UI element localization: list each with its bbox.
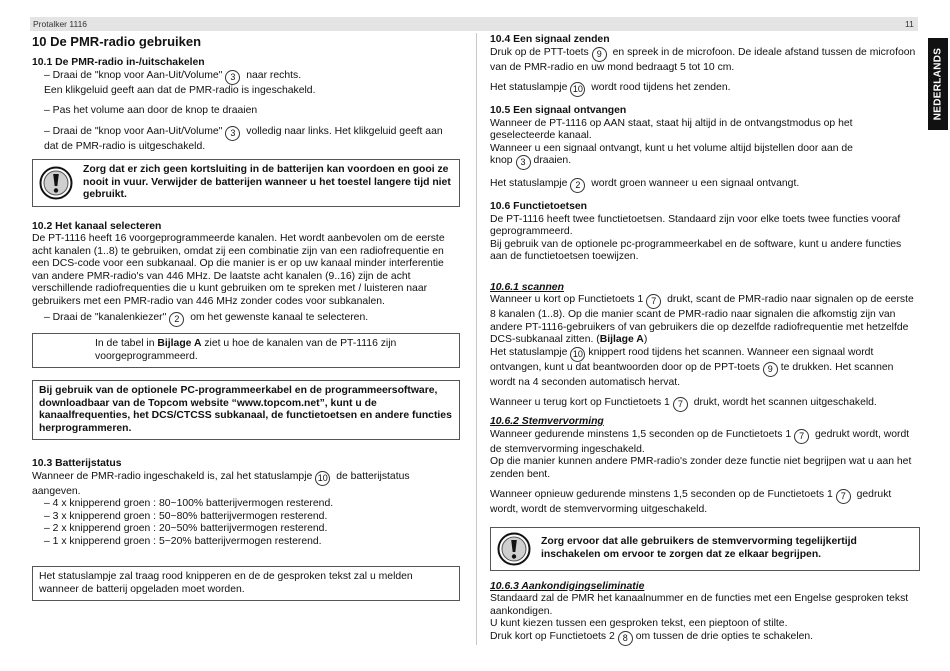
paragraph: knop 3 draaien. [490, 155, 920, 170]
callout-number: 9 [592, 47, 607, 62]
subsection-heading: 10.6.1 scannen [490, 281, 564, 293]
list-item: – Draai de "kanalenkiezer" 2 om het gewenste kanaal te selecteren. [32, 312, 460, 327]
paragraph: Het statuslampje 2 wordt groen wanneer u een signaal ontvangt. [490, 178, 920, 193]
exclamation-icon [497, 532, 531, 566]
callout-number: 2 [570, 178, 585, 193]
section-heading: 10.6 Functietoetsen [490, 201, 588, 212]
paragraph: Druk op de PTT-toets 9 en spreek in de microfoon. De ideale afstand tussen de microfoon van de PMR-radio en uw mond bedraagt 5 tot 10 cm. [490, 46, 916, 73]
paragraph: Het statuslampje 10 wordt rood tijdens het zenden. [490, 82, 920, 97]
paragraph: Wanneer de PT-1116 op AAN staat, staat hij altijd in de ontvangstmodus op het geselecteerde kanaal. [490, 117, 853, 141]
callout-number: 10 [570, 82, 585, 97]
list-item: – Pas het volume aan door de knop te draaien [44, 105, 258, 116]
warning-box [32, 159, 460, 207]
list-item: – 2 x knipperend groen : 20~50% batterijvermogen resterend. [44, 523, 328, 534]
language-tab[interactable] [928, 38, 948, 130]
paragraph: Wanneer u terug kort op Functietoets 1 7 drukt, wordt het scannen uitgeschakeld. [490, 397, 920, 412]
callout-number: 7 [836, 489, 851, 504]
callout-number: 3 [516, 155, 531, 170]
list-item: – 3 x knipperend groen : 50~80% batterijvermogen resterend. [44, 510, 328, 522]
warning-text: Zorg dat er zich geen kortsluiting in de batterijen kan voordoen en gooi ze nooit in vuur. Verwijder de batterijen wanneer u het toestel langere tijd niet gebruikt. [83, 164, 451, 200]
callout-number: 10 [570, 347, 585, 362]
callout-number: 3 [225, 126, 240, 141]
callout-number: 7 [646, 294, 661, 309]
paragraph: Wanneer de PMR-radio ingeschakeld is, zal het statuslampje 10 de batterijstatus aangeven. [32, 470, 410, 497]
paragraph: Wanneer u een signaal ontvangt, kunt u het volume altijd bijstellen door aan de [490, 142, 853, 154]
note-box: In de tabel in Bijlage A ziet u hoe de kanalen van de PT-1116 zijn voorgeprogrammeerd. [32, 333, 460, 368]
chapter-title: 10 De PMR-radio gebruiken [32, 34, 202, 49]
list-item-continued: Een klikgeluid geeft aan dat de PMR-radio is ingeschakeld. [44, 84, 316, 96]
paragraph: Wanneer opnieuw gedurende minstens 1,5 seconden op de Functietoets 1 7 gedrukt wordt, wordt de stemvervorming uitgeschakeld. [490, 489, 892, 515]
callout-number: 9 [763, 362, 778, 377]
callout-number: 3 [225, 70, 240, 85]
list-item: – Draai de "knop voor Aan-Uit/Volume" 3 volledig naar links. Het klikgeluid geeft aan [32, 126, 460, 141]
section-heading: 10.5 Een signaal ontvangen [490, 105, 627, 116]
callout-number: 2 [169, 312, 184, 327]
section-heading: 10.3 Batterijstatus [32, 458, 122, 469]
paragraph: Druk kort op Functietoets 2 8 om tussen de drie opties te schakelen. [490, 631, 920, 646]
callout-number: 7 [794, 429, 809, 444]
paragraph: Wanneer gedurende minstens 1,5 seconden op de Functietoets 1 7 gedrukt wordt, wordt de stemvervorming ingeschakeld. [490, 428, 910, 455]
paragraph: Het statuslampje 10 knippert rood tijdens het scannen. Wanneer een signaal wordt ontvangen, kunt u dat beantwoorden door op de PPT-toets 9 te drukken. Het scannen wordt na 4 seconden automatisch hervat. [490, 346, 894, 388]
column-divider [476, 33, 477, 645]
paragraph: Bij gebruik van de optionele pc-programmeerkabel en de software, kunt u andere functies aan de functietoetsen toewijzen. [490, 238, 902, 262]
info-box: Bij gebruik van de optionele PC-programmeerkabel en de programmeersoftware, downloadbaar van de Topcom website “www.topcom.net”, kunt u de kanaalfrequenties, het DCS/CTCSS subkanaal, de functietoetsen en andere functies herprogrammeren. [32, 380, 460, 440]
paragraph: Op die manier kunnen andere PMR-radio's zonder deze functie niet begrijpen wat u aan het zenden bent. [490, 456, 912, 480]
section-heading: 10.4 Een signaal zenden [490, 34, 610, 45]
exclamation-icon [39, 166, 73, 200]
subsection-heading: 10.6.2 Stemvervorming [490, 416, 604, 427]
paragraph: De PT-1116 heeft twee functietoetsen. Standaard zijn voor elke toets twee functies vooraf geprogrammeerd. [490, 213, 901, 237]
list-item: – 4 x knipperend groen : 80~100% batterijvermogen resterend. [44, 498, 334, 509]
section-heading: 10.1 De PMR-radio in-/uitschakelen [32, 57, 205, 68]
subsection-heading: 10.6.3 Aankondigingseliminatie [490, 580, 645, 592]
list-item: – 1 x knipperend groen : 5~20% batterijvermogen resterend. [44, 535, 322, 547]
list-item: – Draai de "knop voor Aan-Uit/Volume" 3 naar rechts. [32, 70, 460, 85]
right-column [490, 34, 920, 646]
callout-number: 10 [315, 471, 330, 486]
left-column [32, 34, 460, 601]
header-product-name: Protalker 1116 [33, 19, 88, 29]
section-heading: 10.2 Het kanaal selecteren [32, 220, 162, 232]
note-box: Het statuslampje zal traag rood knipperen en de de gesproken tekst zal u melden wanneer de batterij opgeladen moet worden. [32, 566, 460, 601]
callout-number: 8 [618, 631, 633, 646]
paragraph: Standaard zal de PMR het kanaalnummer en de functies met een Engelse gesproken tekst aankondigen. [490, 593, 909, 617]
warning-box [490, 527, 920, 571]
paragraph: De PT-1116 heeft 16 voorgeprogrammeerde kanalen. Het wordt aanbevolen om de eerste acht kanalen (1..8) te gebruiken, omdat zij een combinatie zijn van een radiofrequentie en een DCS-code voor een subkanaal. Op die manier is er op uw kanaal minder interferentie van andere PMR-radio's van 446 MHz. De laatste acht kanalen (9..16) zijn de acht verschillende radiofrequenties die u kunt gebruiken om te spreken met / luisteren naar gebruikers met een PMR-radio van 446 MHz zonder codes voor subkanalen. [32, 233, 445, 307]
paragraph: U kunt kiezen tussen een gesproken tekst, een pieptoon of stilte. [490, 618, 788, 629]
language-tab-label: NEDERLANDS [932, 47, 944, 121]
list-item-continued: dat de PMR-radio is uitgeschakeld. [44, 140, 206, 152]
warning-text: Zorg ervoor dat alle gebruikers de stemvervorming tegelijkertijd inschakelen om ervoor te zorgen dat ze elkaar begrijpen. [541, 536, 857, 560]
paragraph: Wanneer u kort op Functietoets 1 7 drukt, scant de PMR-radio naar signalen op de eerste 8 kanalen (1..8). Op die manier scant de PMR-radio naar signalen die afkomstig zijn van andere PT-1116-gebruikers of van gebruikers die op dezelfde radiofrequentie met hetzelfde DCS-subkanaal zitten. (Bijlage A) [490, 294, 914, 345]
header-bar [30, 17, 918, 31]
callout-number: 7 [673, 397, 688, 412]
page-number: 11 [905, 19, 914, 29]
